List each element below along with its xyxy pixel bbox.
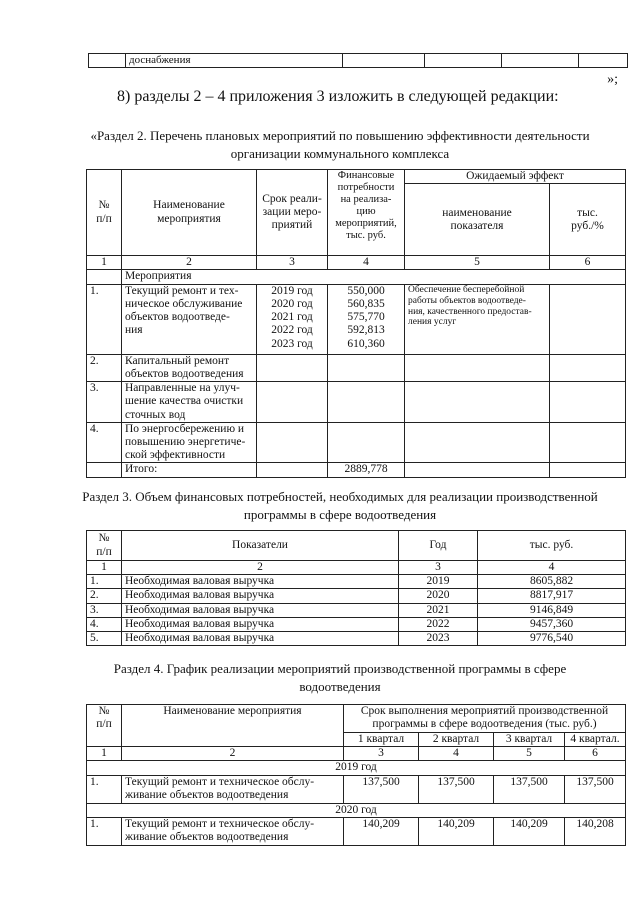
- table-row: 1. Необходимая валовая выручка 2019 8605,882: [87, 575, 626, 589]
- s4-year-2019: 2019 год: [87, 761, 626, 775]
- table-row: 1. Текущий ремонт и техническое обслу- живание объектов водоотведения 137,500 137,500 137,500 137,500: [87, 775, 626, 803]
- section-2-title: «Раздел 2. Перечень плановых мероприятий по повышению эффективности деятельности организации коммунального комплекса: [90, 128, 590, 161]
- table-row: 4. По энергосбережению и повышению энергетиче- ской эффективности: [87, 422, 626, 463]
- section-4-title: Раздел 4. График реализации мероприятий производственной программы в сфере водоотведения: [113, 661, 567, 694]
- s2-header-unit: тыс. руб./%: [550, 184, 626, 256]
- table-row: 3. Необходимая валовая выручка 2021 9146,849: [87, 603, 626, 617]
- top-row-text: доснабжения: [126, 54, 343, 68]
- s3-colnums-row: 1 2 3 4: [87, 561, 626, 575]
- table-row: 1. Текущий ремонт и тех- ническое обслуживание объектов водоотведе- ния 2019 год 2020 год 2021 год 2022 год 2023 год 550,000 560,835 575,770 592,813 610,360 Обеспечение бесперебойной работы объектов водоотведе- ния, качественного предостав- ления услуг: [87, 284, 626, 354]
- s3-header-num: № п/п: [87, 531, 122, 561]
- s4-header-name: Наименование мероприятия: [122, 705, 344, 747]
- section-8-heading: 8) разделы 2 – 4 приложения 3 изложить в следующей редакции:: [117, 88, 559, 105]
- s4-header-q4: 4 квартал.: [565, 733, 626, 747]
- table-row: 2. Капитальный ремонт объектов водоотведения: [87, 354, 626, 381]
- table-row: 5. Необходимая валовая выручка 2023 9776,540: [87, 632, 626, 646]
- table-row: 2. Необходимая валовая выручка 2020 8817,917: [87, 589, 626, 603]
- s2-total-row: Итого: 2889,778: [87, 463, 626, 477]
- top-remnant-table: [88, 53, 628, 68]
- s4-header-q1: 1 квартал: [344, 733, 419, 747]
- s2-header-fin: Финансовые потребности на реализа- цию мероприятий, тыс. руб.: [328, 170, 405, 256]
- s4-header-term: Срок выполнения мероприятий производственной программы в сфере водоотведения (тыс. руб.): [344, 705, 626, 733]
- s4-header-num: № п/п: [87, 705, 122, 747]
- table-row: 4. Необходимая валовая выручка 2022 9457,360: [87, 617, 626, 631]
- section-3-table: [86, 530, 626, 646]
- s3-header-year: Год: [399, 531, 478, 561]
- s2-header-term: Срок реали- зации меро- приятий: [257, 170, 328, 256]
- s2-header-indicator: наименование показателя: [405, 184, 550, 256]
- s2-header-effect: Ожидаемый эффект: [405, 170, 626, 184]
- s4-header-q2: 2 квартал: [419, 733, 494, 747]
- section-3-title: Раздел 3. Объем финансовых потребностей, необходимых для реализации производственной программы в сфере водоотведения: [82, 489, 598, 522]
- s2-colnums-row: 1 2 3 4 5 6: [87, 256, 626, 270]
- table-row: 1. Текущий ремонт и техническое обслу- живание объектов водоотведения 140,209 140,209 140,209 140,208: [87, 817, 626, 845]
- section-4-table: [86, 704, 626, 846]
- s2-header-num: № п/п: [87, 170, 122, 256]
- s4-colnums-row: 1 2 3 4 5 6: [87, 747, 626, 761]
- s4-header-q3: 3 квартал: [494, 733, 565, 747]
- quote-close: »;: [607, 72, 618, 87]
- s2-group-label: Мероприятия: [122, 270, 626, 284]
- s2-header-name: Наименование мероприятия: [122, 170, 257, 256]
- s3-header-unit: тыс. руб.: [478, 531, 626, 561]
- table-row: 3. Направленные на улуч- шение качества очистки сточных вод: [87, 382, 626, 423]
- section-2-table: [86, 169, 626, 478]
- s4-year-2020: 2020 год: [87, 803, 626, 817]
- s3-header-indicator: Показатели: [122, 531, 399, 561]
